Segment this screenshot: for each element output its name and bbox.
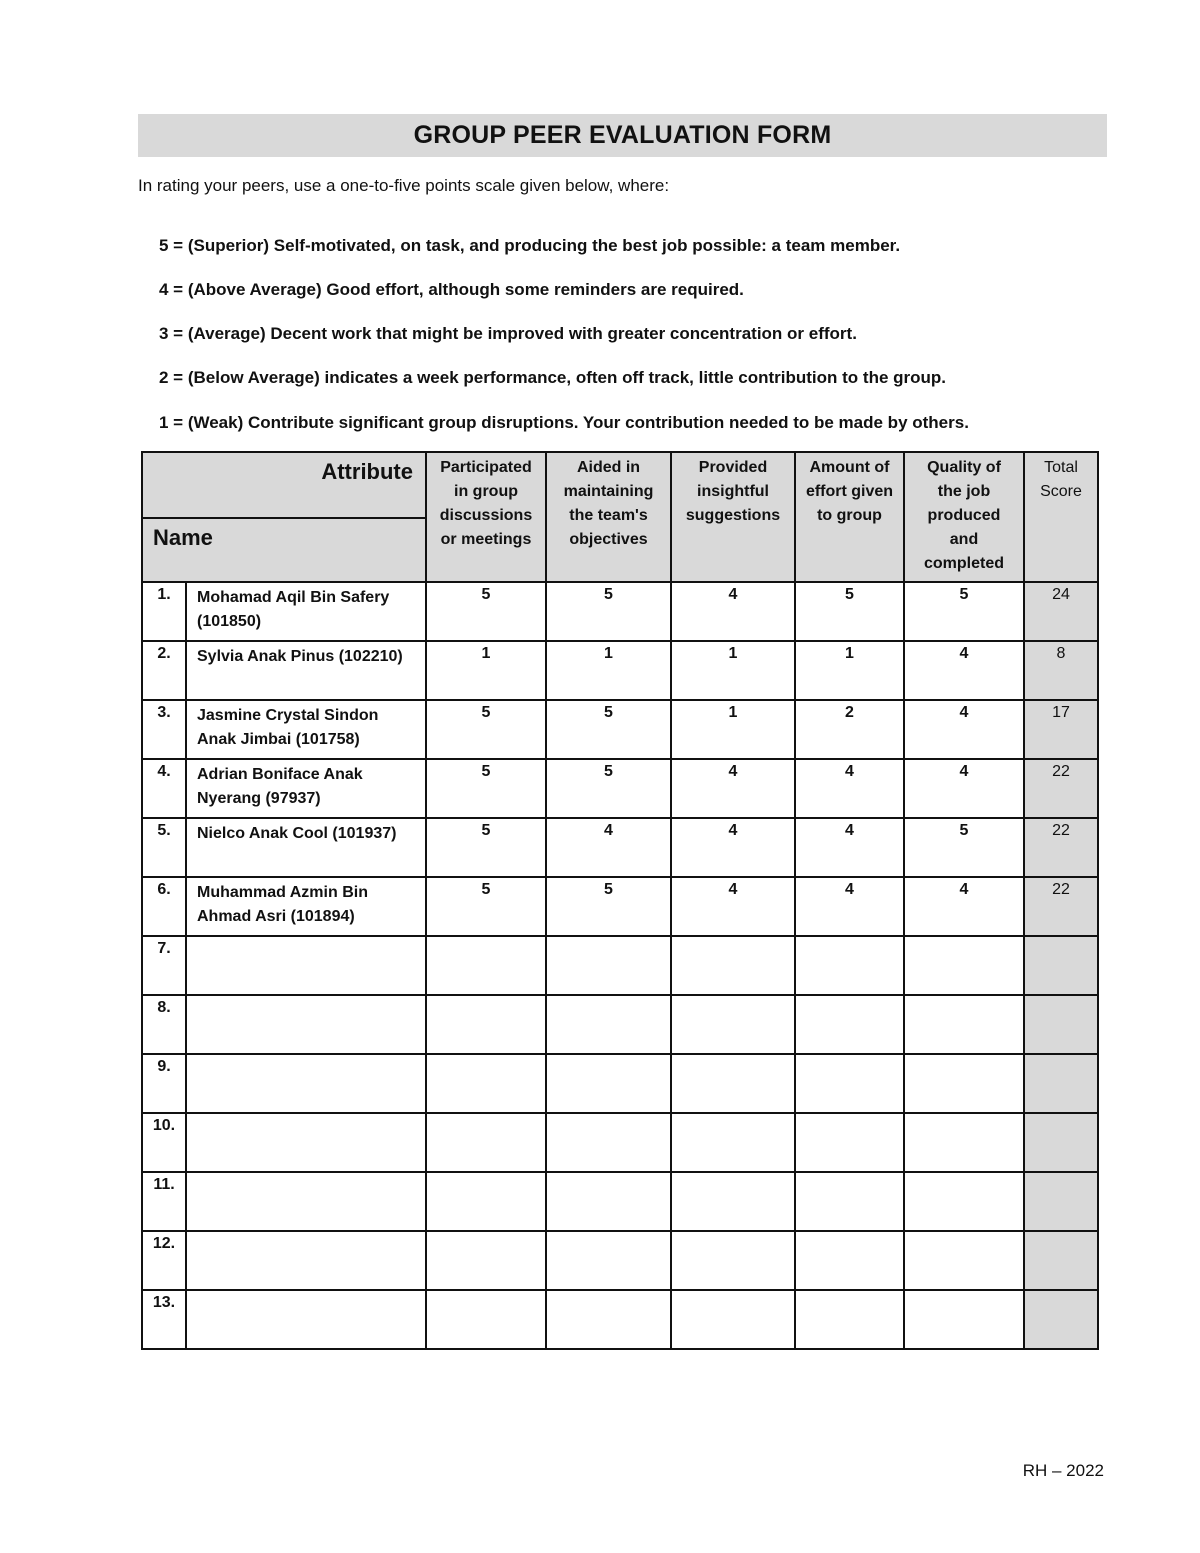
score-cell[interactable] [546,1113,671,1172]
score-cell[interactable] [671,995,795,1054]
score-cell[interactable] [904,1231,1024,1290]
score-cell[interactable]: 5 [426,582,546,641]
evaluation-table [141,451,1099,1350]
table-row [142,641,1098,700]
score-cell[interactable] [671,1231,795,1290]
total-score-cell [1024,1231,1098,1290]
table-row [142,582,1098,641]
table-row [142,818,1098,877]
score-cell[interactable] [546,995,671,1054]
score-cell[interactable]: 5 [904,582,1024,641]
table-row [142,1113,1098,1172]
score-cell[interactable] [546,1290,671,1349]
score-cell[interactable] [671,1054,795,1113]
score-cell[interactable] [904,995,1024,1054]
header-divider [143,517,425,519]
score-cell[interactable] [546,1172,671,1231]
total-score-cell: 24 [1024,582,1098,641]
member-name-cell[interactable] [186,1054,426,1113]
page-title: GROUP PEER EVALUATION FORM [413,121,832,149]
score-cell[interactable]: 4 [795,877,904,936]
score-cell[interactable]: 1 [426,641,546,700]
score-cell[interactable] [546,1054,671,1113]
attribute-label: Attribute [321,459,413,484]
score-cell[interactable] [426,936,546,995]
member-name-cell[interactable] [186,1290,426,1349]
score-cell[interactable] [795,1113,904,1172]
score-cell[interactable]: 4 [671,759,795,818]
score-cell[interactable]: 2 [795,700,904,759]
table-row [142,1172,1098,1231]
score-cell[interactable] [546,1231,671,1290]
row-number: 12. [142,1231,186,1290]
score-cell[interactable]: 4 [795,818,904,877]
score-cell[interactable] [426,1290,546,1349]
score-cell[interactable]: 5 [426,759,546,818]
col-header-effort: Amount of effort given to group [795,452,904,582]
member-name-cell[interactable] [186,995,426,1054]
total-score-cell [1024,1113,1098,1172]
scale-item-3: 3 = (Average) Decent work that might be improved with greater concentration or effort. [159,324,857,343]
score-cell[interactable]: 4 [904,877,1024,936]
col-header-total: Total Score [1024,452,1098,582]
scale-item-2: 2 = (Below Average) indicates a week performance, often off track, little contribution to the group. [159,368,947,387]
row-number: 3. [142,700,186,759]
score-cell[interactable] [671,936,795,995]
score-cell[interactable] [904,1172,1024,1231]
score-cell[interactable]: 1 [671,641,795,700]
total-score-cell: 17 [1024,700,1098,759]
score-cell[interactable]: 4 [904,759,1024,818]
score-cell[interactable] [904,1290,1024,1349]
score-cell[interactable]: 1 [546,641,671,700]
score-cell[interactable] [426,1054,546,1113]
total-score-cell [1024,1054,1098,1113]
row-number: 8. [142,995,186,1054]
score-cell[interactable]: 5 [546,877,671,936]
member-name-cell[interactable] [186,936,426,995]
score-cell[interactable]: 5 [795,582,904,641]
score-cell[interactable] [426,1113,546,1172]
score-cell[interactable] [795,1172,904,1231]
total-score-cell [1024,936,1098,995]
total-score-cell [1024,995,1098,1054]
member-name-cell[interactable]: Sylvia Anak Pinus (102210) [186,641,426,700]
total-score-cell [1024,1290,1098,1349]
member-name-cell[interactable]: Muhammad Azmin Bin Ahmad Asri (101894) [186,877,426,936]
row-number: 7. [142,936,186,995]
attribute-name-header [142,452,426,582]
member-name-cell[interactable]: Mohamad Aqil Bin Safery (101850) [186,582,426,641]
title-bar [138,114,1107,157]
score-cell[interactable]: 4 [671,818,795,877]
member-name-cell[interactable]: Adrian Boniface Anak Nyerang (97937) [186,759,426,818]
score-cell[interactable] [426,995,546,1054]
score-cell[interactable] [795,936,904,995]
table-row [142,759,1098,818]
member-name-cell[interactable]: Nielco Anak Cool (101937) [186,818,426,877]
row-number: 1. [142,582,186,641]
col-header-objectives: Aided in maintaining the team's objectives [546,452,671,582]
score-cell[interactable] [546,936,671,995]
scale-item-4: 4 = (Above Average) Good effort, although some reminders are required. [159,280,744,299]
score-cell[interactable]: 5 [426,700,546,759]
row-number: 5. [142,818,186,877]
score-cell[interactable]: 5 [426,818,546,877]
score-cell[interactable]: 4 [671,877,795,936]
row-number: 4. [142,759,186,818]
score-cell[interactable]: 4 [671,582,795,641]
score-cell[interactable] [426,1231,546,1290]
header-row [142,452,1098,582]
score-cell[interactable]: 5 [426,877,546,936]
row-number: 6. [142,877,186,936]
member-name-cell[interactable] [186,1113,426,1172]
scale-item-5: 5 = (Superior) Self-motivated, on task, and producing the best job possible: a team member. [159,236,901,255]
score-cell[interactable] [904,1113,1024,1172]
member-name-cell[interactable]: Jasmine Crystal Sindon Anak Jimbai (101758) [186,700,426,759]
score-cell[interactable] [671,1172,795,1231]
score-cell[interactable] [795,1231,904,1290]
table-row [142,700,1098,759]
total-score-cell: 22 [1024,818,1098,877]
member-name-cell[interactable] [186,1172,426,1231]
row-number: 10. [142,1113,186,1172]
col-header-participation: Participated in group discussions or meetings [426,452,546,582]
score-cell[interactable]: 4 [904,700,1024,759]
score-cell[interactable] [904,936,1024,995]
row-number: 9. [142,1054,186,1113]
total-score-cell [1024,1172,1098,1231]
table-row [142,1231,1098,1290]
score-cell[interactable]: 1 [795,641,904,700]
score-cell[interactable]: 4 [546,818,671,877]
col-header-quality: Quality of the job produced and completed [904,452,1024,582]
row-number: 11. [142,1172,186,1231]
score-cell[interactable] [671,1290,795,1349]
name-label: Name [153,525,213,550]
score-cell[interactable]: 5 [546,582,671,641]
score-cell[interactable] [795,995,904,1054]
row-number: 13. [142,1290,186,1349]
score-cell[interactable] [904,1054,1024,1113]
member-name-cell[interactable] [186,1231,426,1290]
score-cell[interactable]: 4 [904,641,1024,700]
table-row [142,936,1098,995]
score-cell[interactable] [795,1054,904,1113]
score-cell[interactable] [426,1172,546,1231]
col-header-suggestions: Provided insightful suggestions [671,452,795,582]
score-cell[interactable]: 1 [671,700,795,759]
table-row [142,995,1098,1054]
footer-text: RH – 2022 [1022,1461,1104,1480]
total-score-cell: 22 [1024,759,1098,818]
scale-item-1: 1 = (Weak) Contribute significant group disruptions. Your contribution needed to be made by others. [159,413,969,432]
score-cell[interactable]: 5 [904,818,1024,877]
table-row [142,1054,1098,1113]
score-cell[interactable] [671,1113,795,1172]
intro-text: In rating your peers, use a one-to-five points scale given below, where: [138,176,670,195]
score-cell[interactable]: 5 [546,700,671,759]
score-cell[interactable]: 4 [795,759,904,818]
total-score-cell: 8 [1024,641,1098,700]
total-score-cell: 22 [1024,877,1098,936]
score-cell[interactable] [795,1290,904,1349]
table-row [142,877,1098,936]
table-row [142,1290,1098,1349]
score-cell[interactable]: 5 [546,759,671,818]
row-number: 2. [142,641,186,700]
